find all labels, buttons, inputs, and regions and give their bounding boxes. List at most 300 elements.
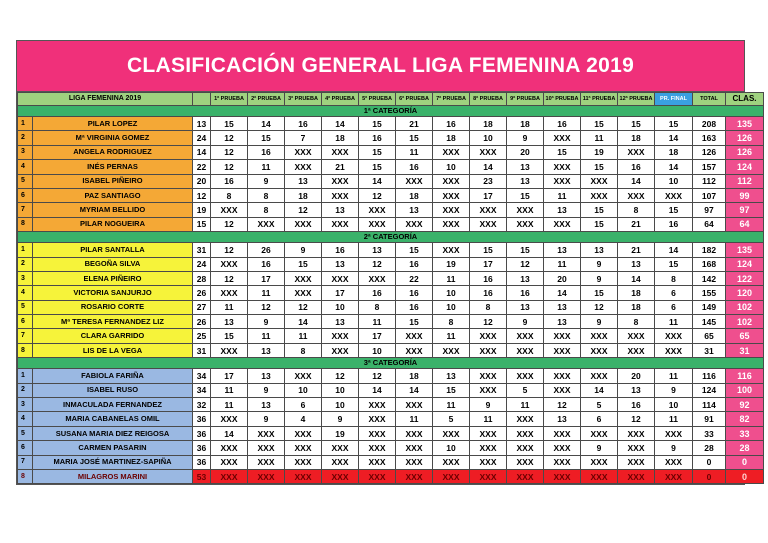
score-cell: 19 (322, 426, 359, 440)
clas-header: CLAS. (726, 93, 764, 106)
score-cell: 14 (655, 131, 693, 145)
score-cell: 16 (359, 286, 396, 300)
score-cell: 13 (285, 174, 322, 188)
score-cell: 15 (544, 145, 581, 159)
table-row (18, 203, 764, 217)
score-cell: XXX (322, 174, 359, 188)
athlete-name-cell: Mª VIRGINIA GOMEZ (33, 131, 193, 145)
score-cell: XXX (433, 145, 470, 159)
score-cell: 10 (470, 131, 507, 145)
score-cell: 15 (211, 117, 248, 131)
category-row (18, 358, 764, 369)
age-cell: 14 (193, 145, 211, 159)
total-cell: 157 (693, 160, 726, 174)
position-cell: 1 (18, 117, 33, 131)
score-cell: 16 (396, 300, 433, 314)
header-row (18, 93, 764, 106)
score-cell: 16 (470, 286, 507, 300)
score-cell: XXX (470, 203, 507, 217)
score-cell: 9 (507, 315, 544, 329)
score-cell: 8 (433, 315, 470, 329)
score-cell: 16 (248, 257, 285, 271)
athlete-name-cell: MARIA CABANELAS OMIL (33, 412, 193, 426)
age-cell: 22 (193, 160, 211, 174)
score-cell: XXX (581, 343, 618, 357)
score-cell: 12 (285, 203, 322, 217)
score-cell: 11 (470, 412, 507, 426)
athlete-name-cell: CLARA GARRIDO (33, 329, 193, 343)
score-cell: XXX (507, 369, 544, 383)
score-cell: 12 (248, 300, 285, 314)
score-cell: 15 (211, 329, 248, 343)
score-cell: 5 (507, 383, 544, 397)
age-cell: 27 (193, 300, 211, 314)
score-cell: 16 (618, 160, 655, 174)
score-cell: XXX (581, 188, 618, 202)
position-cell: 6 (18, 441, 33, 455)
final-prueba-header: PR. FINAL (655, 93, 693, 106)
score-cell: 14 (655, 160, 693, 174)
clas-cell: 116 (726, 369, 764, 383)
score-cell: XXX (359, 426, 396, 440)
score-cell: XXX (544, 329, 581, 343)
score-cell: XXX (396, 329, 433, 343)
score-cell: 4 (285, 412, 322, 426)
score-cell: 15 (248, 131, 285, 145)
score-cell: 22 (396, 271, 433, 285)
score-cell: 8 (359, 300, 396, 314)
score-cell: XXX (433, 203, 470, 217)
score-cell: XXX (285, 369, 322, 383)
league-header: LIGA FEMENINA 2019 (18, 93, 193, 106)
table-row (18, 398, 764, 412)
score-cell: XXX (581, 469, 618, 483)
score-cell: 18 (285, 188, 322, 202)
clas-cell: 100 (726, 383, 764, 397)
score-cell: XXX (359, 412, 396, 426)
score-cell: XXX (618, 145, 655, 159)
table-row (18, 441, 764, 455)
position-cell: 2 (18, 131, 33, 145)
score-cell: 12 (211, 131, 248, 145)
table-row (18, 286, 764, 300)
score-cell: XXX (507, 426, 544, 440)
score-cell: 13 (507, 174, 544, 188)
score-cell: 11 (581, 131, 618, 145)
score-cell: 16 (655, 217, 693, 231)
score-cell: 13 (544, 315, 581, 329)
athlete-name-cell: VICTORIA SANJURJO (33, 286, 193, 300)
table-row (18, 469, 764, 483)
table-row (18, 160, 764, 174)
score-cell: XXX (396, 455, 433, 469)
score-cell: 10 (655, 398, 693, 412)
total-cell: 149 (693, 300, 726, 314)
score-cell: XXX (544, 174, 581, 188)
score-cell: 11 (655, 315, 693, 329)
table-row (18, 300, 764, 314)
score-cell: XXX (507, 203, 544, 217)
score-cell: 18 (655, 145, 693, 159)
score-cell: 15 (433, 383, 470, 397)
score-cell: 11 (248, 286, 285, 300)
score-cell: 9 (248, 315, 285, 329)
score-cell: 14 (248, 117, 285, 131)
category-label: 2ª CATEGORÍA (18, 232, 764, 243)
score-cell: XXX (396, 217, 433, 231)
score-cell: 6 (655, 300, 693, 314)
position-cell: 8 (18, 217, 33, 231)
score-cell: XXX (618, 469, 655, 483)
score-cell: 13 (248, 369, 285, 383)
category-label: 1ª CATEGORÍA (18, 106, 764, 117)
clas-cell: 28 (726, 441, 764, 455)
score-cell: 13 (507, 300, 544, 314)
athlete-name-cell: MARIA JOSÉ MARTINEZ-SAPIÑA (33, 455, 193, 469)
score-cell: 18 (396, 188, 433, 202)
total-cell: 107 (693, 188, 726, 202)
score-cell: XXX (359, 469, 396, 483)
score-cell: 15 (359, 160, 396, 174)
score-cell: 15 (359, 117, 396, 131)
clas-cell: 135 (726, 117, 764, 131)
score-cell: 8 (470, 300, 507, 314)
score-cell: 13 (618, 257, 655, 271)
athlete-name-cell: SUSANA MARIA DIEZ REIGOSA (33, 426, 193, 440)
score-cell: 10 (433, 300, 470, 314)
score-cell: 14 (211, 426, 248, 440)
age-cell: 36 (193, 441, 211, 455)
position-cell: 2 (18, 257, 33, 271)
score-cell: XXX (322, 145, 359, 159)
athlete-name-cell: ELENA PIÑEIRO (33, 271, 193, 285)
score-cell: 20 (544, 271, 581, 285)
age-cell: 26 (193, 286, 211, 300)
prueba-header: 3ª PRUEBA (285, 93, 322, 106)
score-cell: 12 (544, 398, 581, 412)
athlete-name-cell: PILAR NOGUEIRA (33, 217, 193, 231)
score-cell: XXX (359, 455, 396, 469)
score-cell: 12 (211, 145, 248, 159)
score-cell: XXX (322, 441, 359, 455)
age-cell: 24 (193, 131, 211, 145)
position-cell: 4 (18, 412, 33, 426)
score-cell: XXX (248, 455, 285, 469)
score-cell: XXX (285, 271, 322, 285)
score-cell: 16 (507, 286, 544, 300)
total-cell: 114 (693, 398, 726, 412)
age-cell: 32 (193, 398, 211, 412)
score-cell: 11 (359, 315, 396, 329)
total-cell: 31 (693, 343, 726, 357)
total-cell: 163 (693, 131, 726, 145)
table-row (18, 343, 764, 357)
table-row (18, 383, 764, 397)
score-cell: 11 (433, 271, 470, 285)
clas-cell: 65 (726, 329, 764, 343)
score-cell: 17 (470, 188, 507, 202)
score-cell: XXX (618, 188, 655, 202)
score-cell: 16 (211, 174, 248, 188)
score-cell: 11 (507, 398, 544, 412)
score-cell: XXX (396, 343, 433, 357)
score-cell: XXX (507, 217, 544, 231)
age-cell: 25 (193, 329, 211, 343)
score-cell: 18 (433, 131, 470, 145)
score-cell: XXX (285, 286, 322, 300)
score-cell: 13 (322, 315, 359, 329)
score-cell: 15 (507, 188, 544, 202)
score-cell: 8 (285, 343, 322, 357)
clas-cell: 120 (726, 286, 764, 300)
score-cell: 12 (470, 315, 507, 329)
table-row (18, 412, 764, 426)
position-cell: 1 (18, 243, 33, 257)
score-cell: 8 (248, 188, 285, 202)
score-cell: XXX (248, 217, 285, 231)
score-cell: XXX (285, 469, 322, 483)
total-cell: 182 (693, 243, 726, 257)
total-cell: 33 (693, 426, 726, 440)
score-cell: 12 (211, 217, 248, 231)
clas-cell: 82 (726, 412, 764, 426)
score-cell: XXX (322, 329, 359, 343)
score-cell: 12 (359, 369, 396, 383)
total-cell: 0 (693, 455, 726, 469)
age-cell: 36 (193, 426, 211, 440)
score-cell: 16 (544, 117, 581, 131)
clas-cell: 112 (726, 174, 764, 188)
score-cell: 16 (433, 117, 470, 131)
position-cell: 5 (18, 300, 33, 314)
score-cell: 5 (433, 412, 470, 426)
score-cell: XXX (581, 329, 618, 343)
clas-cell: 124 (726, 160, 764, 174)
table-row (18, 174, 764, 188)
score-cell: 12 (618, 412, 655, 426)
standings-table (17, 92, 764, 484)
score-cell: 6 (581, 412, 618, 426)
score-cell: 9 (581, 271, 618, 285)
total-cell: 168 (693, 257, 726, 271)
age-cell: 15 (193, 217, 211, 231)
score-cell: 10 (433, 160, 470, 174)
table-row (18, 257, 764, 271)
score-cell: 8 (618, 315, 655, 329)
clas-cell: 97 (726, 203, 764, 217)
score-cell: XXX (433, 455, 470, 469)
score-cell: 19 (433, 257, 470, 271)
clas-cell: 92 (726, 398, 764, 412)
clas-cell: 31 (726, 343, 764, 357)
score-cell: 13 (507, 271, 544, 285)
score-cell: 8 (655, 271, 693, 285)
score-cell: 15 (396, 315, 433, 329)
score-cell: 18 (470, 117, 507, 131)
score-cell: 13 (544, 243, 581, 257)
age-cell: 24 (193, 257, 211, 271)
prueba-header: 5ª PRUEBA (359, 93, 396, 106)
position-cell: 8 (18, 469, 33, 483)
score-cell: XXX (433, 217, 470, 231)
table-row (18, 329, 764, 343)
score-cell: XXX (581, 455, 618, 469)
score-cell: 10 (322, 383, 359, 397)
category-row (18, 106, 764, 117)
score-cell: 13 (322, 257, 359, 271)
score-cell: XXX (211, 257, 248, 271)
score-cell: XXX (507, 329, 544, 343)
score-cell: 10 (433, 286, 470, 300)
score-cell: XXX (544, 441, 581, 455)
age-cell: 28 (193, 271, 211, 285)
position-cell: 5 (18, 174, 33, 188)
score-cell: 15 (359, 145, 396, 159)
score-cell: 17 (248, 271, 285, 285)
prueba-header: 10ª PRUEBA (544, 93, 581, 106)
score-cell: XXX (655, 188, 693, 202)
score-cell: XXX (470, 426, 507, 440)
score-cell: 26 (248, 243, 285, 257)
score-cell: 11 (248, 160, 285, 174)
score-cell: 17 (322, 286, 359, 300)
score-cell: 11 (655, 412, 693, 426)
age-cell: 36 (193, 455, 211, 469)
score-cell: XXX (285, 441, 322, 455)
age-cell: 34 (193, 383, 211, 397)
score-cell: 9 (581, 315, 618, 329)
score-cell: 15 (470, 243, 507, 257)
score-cell: XXX (211, 469, 248, 483)
score-cell: XXX (618, 343, 655, 357)
table-row (18, 131, 764, 145)
score-cell: XXX (248, 469, 285, 483)
score-cell: 9 (655, 441, 693, 455)
age-cell: 53 (193, 469, 211, 483)
table-row (18, 369, 764, 383)
score-cell: 21 (618, 243, 655, 257)
score-cell: XXX (211, 455, 248, 469)
score-cell: 14 (544, 286, 581, 300)
score-cell: XXX (581, 369, 618, 383)
clas-cell: 64 (726, 217, 764, 231)
score-cell: XXX (544, 160, 581, 174)
score-cell: XXX (544, 217, 581, 231)
athlete-name-cell: Mª TERESA FERNANDEZ LIZ (33, 315, 193, 329)
age-cell: 13 (193, 117, 211, 131)
score-cell: XXX (211, 412, 248, 426)
score-cell: 16 (396, 286, 433, 300)
score-cell: 18 (618, 300, 655, 314)
score-cell: XXX (248, 441, 285, 455)
athlete-name-cell: BEGOÑA SILVA (33, 257, 193, 271)
score-cell: 12 (285, 300, 322, 314)
age-cell: 31 (193, 343, 211, 357)
score-cell: 11 (248, 329, 285, 343)
athlete-name-cell: ISABEL RUSO (33, 383, 193, 397)
category-row (18, 232, 764, 243)
score-cell: XXX (322, 217, 359, 231)
score-cell: 16 (285, 117, 322, 131)
total-cell: 142 (693, 271, 726, 285)
score-cell: 12 (581, 300, 618, 314)
position-cell: 7 (18, 329, 33, 343)
prueba-header: 6ª PRUEBA (396, 93, 433, 106)
score-cell: XXX (655, 426, 693, 440)
score-cell: 5 (581, 398, 618, 412)
score-cell: 10 (655, 174, 693, 188)
score-cell: 13 (581, 243, 618, 257)
score-cell: 9 (248, 383, 285, 397)
score-cell: 15 (507, 243, 544, 257)
score-cell: XXX (322, 271, 359, 285)
score-cell: XXX (211, 203, 248, 217)
athlete-name-cell: ANGELA RODRIGUEZ (33, 145, 193, 159)
score-cell: 9 (285, 243, 322, 257)
total-cell: 126 (693, 145, 726, 159)
score-cell: 13 (618, 383, 655, 397)
athlete-name-cell: INMACULADA FERNANDEZ (33, 398, 193, 412)
score-cell: 12 (211, 271, 248, 285)
age-cell: 12 (193, 188, 211, 202)
position-cell: 3 (18, 145, 33, 159)
age-header (193, 93, 211, 106)
clas-cell: 126 (726, 145, 764, 159)
prueba-header: 12ª PRUEBA (618, 93, 655, 106)
score-cell: XXX (655, 329, 693, 343)
position-cell: 8 (18, 343, 33, 357)
score-cell: 17 (211, 369, 248, 383)
score-cell: 12 (359, 257, 396, 271)
score-cell: 13 (544, 203, 581, 217)
table-row (18, 315, 764, 329)
score-cell: 15 (285, 257, 322, 271)
score-cell: 15 (655, 257, 693, 271)
score-cell: 9 (581, 257, 618, 271)
score-cell: 18 (396, 369, 433, 383)
score-cell: 10 (285, 383, 322, 397)
table-row (18, 243, 764, 257)
score-cell: XXX (433, 188, 470, 202)
clas-cell: 0 (726, 455, 764, 469)
score-cell: 15 (581, 217, 618, 231)
score-cell: 13 (322, 203, 359, 217)
score-cell: 13 (507, 160, 544, 174)
total-cell: 124 (693, 383, 726, 397)
score-cell: 17 (470, 257, 507, 271)
score-cell: 15 (581, 160, 618, 174)
total-header: TOTAL (693, 93, 726, 106)
score-cell: XXX (507, 343, 544, 357)
score-cell: XXX (470, 369, 507, 383)
age-cell: 36 (193, 412, 211, 426)
score-cell: 19 (581, 145, 618, 159)
score-cell: XXX (470, 469, 507, 483)
score-cell: 21 (396, 117, 433, 131)
score-cell: 9 (248, 412, 285, 426)
score-cell: XXX (433, 469, 470, 483)
position-cell: 2 (18, 383, 33, 397)
prueba-header: 11ª PRUEBA (581, 93, 618, 106)
score-cell: 15 (581, 117, 618, 131)
score-cell: 14 (359, 383, 396, 397)
score-cell: 10 (433, 441, 470, 455)
score-cell: XXX (470, 329, 507, 343)
score-cell: 15 (396, 243, 433, 257)
score-cell: XXX (396, 441, 433, 455)
score-cell: XXX (433, 243, 470, 257)
total-cell: 112 (693, 174, 726, 188)
